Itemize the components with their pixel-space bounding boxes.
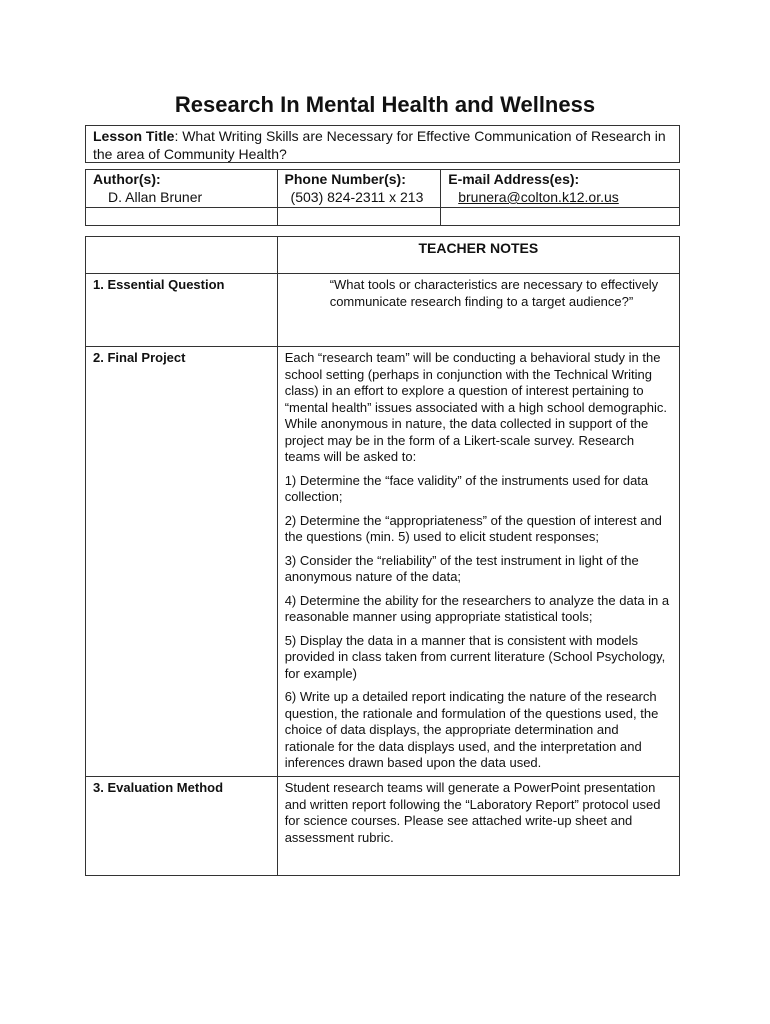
evaluation-method-label: 3. Evaluation Method — [86, 777, 278, 876]
evaluation-method-row — [86, 777, 680, 876]
authors-blank-row — [86, 207, 680, 225]
essential-question-text: “What tools or characteristics are necessary to effectively communicate research finding to a target audience?” — [329, 277, 659, 309]
final-project-intro: Each “research team” will be conducting a behavioral study in the school setting (perhaps in conjunction with the Technical Writing class) in an effort to explore a question of interest pertaining to “mental health” issues associated with a high school demographic. While anonymous in nature, the data collected in support of the project may be in the form of a Likert-scale survey. Research teams will be asked to: — [284, 350, 667, 464]
evaluation-method-body — [277, 777, 679, 876]
final-project-step-5: 5) Display the data in a manner that is consistent with models provided in class taken from current literature (School Psychology, for example) — [284, 632, 666, 681]
final-project-step-2: 2) Determine the “appropriateness” of the question of interest and the questions (min. 5) used to elicit student responses; — [284, 512, 662, 544]
teacher-notes-header: TEACHER NOTES — [277, 237, 679, 274]
essential-question-body — [277, 274, 679, 347]
final-project-label: 2. Final Project — [86, 347, 278, 777]
page-title: Research In Mental Health and Wellness — [174, 92, 596, 117]
authors-table — [85, 169, 680, 226]
blank-cell — [277, 207, 441, 225]
lesson-title-box — [85, 125, 680, 163]
lesson-title-label: Lesson Title — [93, 128, 175, 144]
essential-question-row — [86, 274, 680, 347]
final-project-step-1: 1) Determine the “face validity” of the instruments used for data collection; — [284, 472, 649, 504]
author-phone: (503) 824-2311 x 213 — [277, 188, 441, 207]
final-project-row — [86, 347, 680, 777]
phone-header: Phone Number(s): — [277, 170, 441, 189]
notes-header-row — [86, 237, 680, 274]
notes-header-empty-cell — [86, 237, 278, 274]
final-project-step-6: 6) Write up a detailed report indicating the nature of the research question, the rationale and formulation of the questions used, the choice of data displays, the appropriate determination and rationale for the data displays used, and the interpretation and inferences drawn based upon the data used. — [284, 689, 659, 770]
teacher-notes-table — [85, 236, 680, 876]
final-project-step-4: 4) Determine the ability for the researchers to analyze the data in a reasonable manner using appropriate statistical tools; — [284, 592, 670, 624]
blank-cell — [441, 207, 680, 225]
final-project-body — [277, 347, 679, 777]
final-project-step-3: 3) Consider the “reliability” of the test instrument in light of the anonymous nature of the data; — [284, 552, 639, 584]
blank-cell — [86, 207, 278, 225]
lesson-title-text: What Writing Skills are Necessary for Effective Communication of Research in the area of Community Health? — [93, 128, 666, 162]
author-email-link[interactable]: brunera@colton.k12.or.us — [458, 189, 619, 205]
email-header: E-mail Address(es): — [441, 170, 680, 189]
authors-header-row — [86, 170, 680, 189]
authors-value-row — [86, 188, 680, 207]
author-header: Author(s): — [86, 170, 278, 189]
essential-question-label: 1. Essential Question — [86, 274, 278, 347]
lesson-title-separator: : — [174, 128, 183, 144]
evaluation-method-text: Student research teams will generate a PowerPoint presentation and written report following the “Laboratory Report” protocol used for science courses. Please see attached write-up sheet and assessment rubric. — [284, 780, 661, 845]
author-name: D. Allan Bruner — [86, 188, 278, 207]
